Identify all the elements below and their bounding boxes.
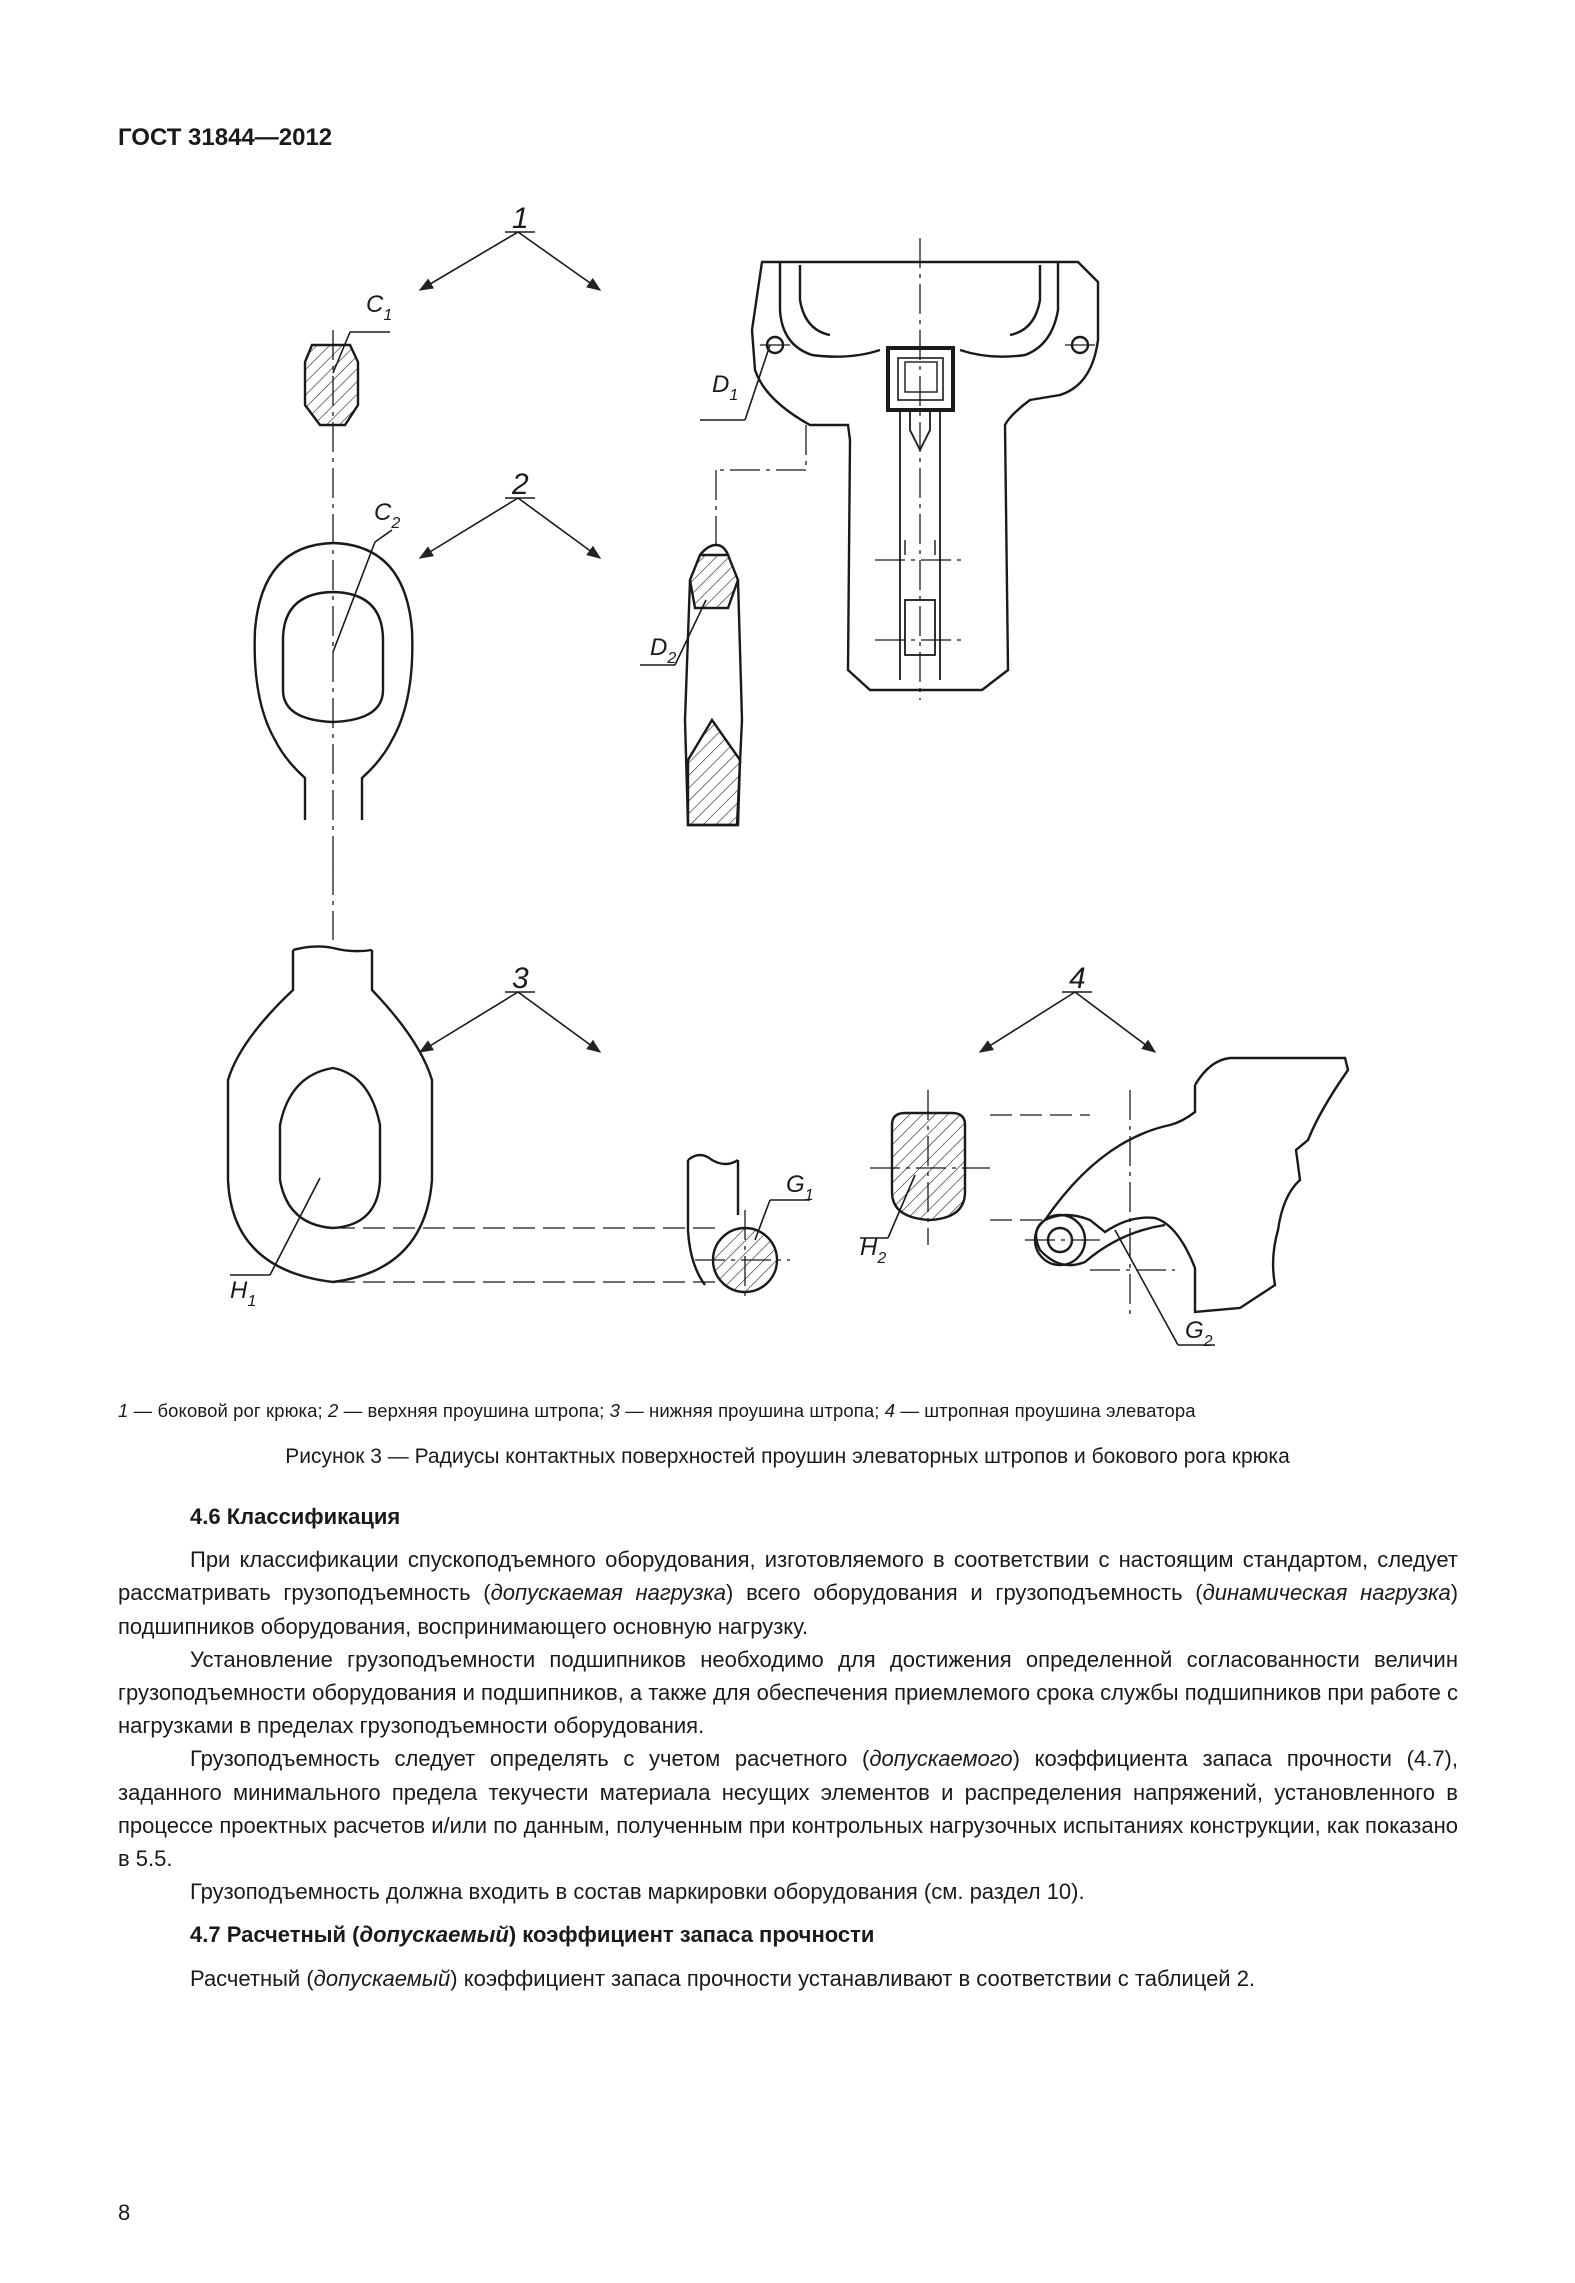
paragraph-4-6-2: Установление грузоподъемности подшипников необходимо для достижения определенной согласованности величин грузоподъемности оборудования и подшипников, а также для обеспечения приемлемого срока службы подшипников при работе с нагрузками в пределах грузоподъемности оборудования.: [118, 1646, 1458, 1739]
callout-2-label: 2: [512, 468, 529, 501]
label-d1: $D_1$: [712, 371, 739, 404]
paragraph-4-6-3: Грузоподъемность следует определять с учетом расчетного (допускаемого) коэффициента запаса прочности (4.7), заданного минимального предела текучести материала несущих элементов и распределения напряжений, установленного в процессе проектных расчетов и/или по данным, полученным при контрольных нагрузочных испытаниях конструкции, как показано в 5.5.: [118, 1746, 1458, 1872]
elevator-link-eye-section: [860, 1090, 1090, 1245]
section-heading-4-7: 4.7 Расчетный (допускаемый) коэффициент запаса прочности: [190, 1922, 875, 1948]
elevator-lug: [1025, 1058, 1348, 1345]
paragraph-4-6-4: Грузоподъемность должна входить в состав маркировки оборудования (см. раздел 10).: [190, 1879, 1085, 1905]
label-h1: $H_1$: [230, 1277, 257, 1310]
paragraph-4-6-1: При классификации спускоподъемного оборудования, изготовляемого в соответствии с настоящим стандартом, следует рассматривать грузоподъемность (допускаемая нагрузка) всего оборудования и грузоподъемность (динамическая нагрузка) подшипников оборудования, воспринимающего основную нагрузку.: [118, 1547, 1459, 1639]
label-c2: $C_2$: [374, 499, 401, 532]
callout-4-label: 4: [1069, 962, 1086, 995]
figure-caption: Рисунок 3 — Радиусы контактных поверхностей проушин элеваторных штропов и бокового рога крюка: [285, 1445, 1290, 1468]
callout-3: [420, 992, 600, 1052]
label-h2: $H_2$: [860, 1234, 887, 1267]
label-c1: $C_1$: [366, 291, 393, 324]
callout-2: [420, 498, 600, 558]
label-g1: $G_1$: [786, 1171, 814, 1204]
document-header: ГОСТ 31844—2012: [118, 124, 333, 151]
section-heading-4-6: 4.6 Классификация: [190, 1504, 401, 1529]
label-g2: $G_2$: [1185, 1317, 1213, 1350]
label-d2: $D_2$: [650, 634, 677, 667]
lower-link-eye: [228, 946, 715, 1282]
hook-tip-detail: [640, 545, 742, 825]
elevator-body: [700, 238, 1098, 700]
paragraph-4-7-1: Расчетный (допускаемый) коэффициент запаса прочности устанавливают в соответствии с таблицей 2.: [190, 1965, 1256, 1991]
page-number: 8: [118, 2200, 131, 2225]
callout-4: [980, 992, 1155, 1052]
callout-1: [420, 232, 600, 290]
callout-3-label: 3: [512, 962, 529, 995]
figure-legend: 1 — боковой рог крюка; 2 — верхняя проушина штропа; 3 — нижняя проушина штропа; 4 — штропная проушина элеватора: [118, 1400, 1196, 1421]
document-body: [118, 1500, 1458, 1995]
callout-1-label: 1: [512, 202, 529, 235]
side-horn-section: [305, 330, 390, 870]
